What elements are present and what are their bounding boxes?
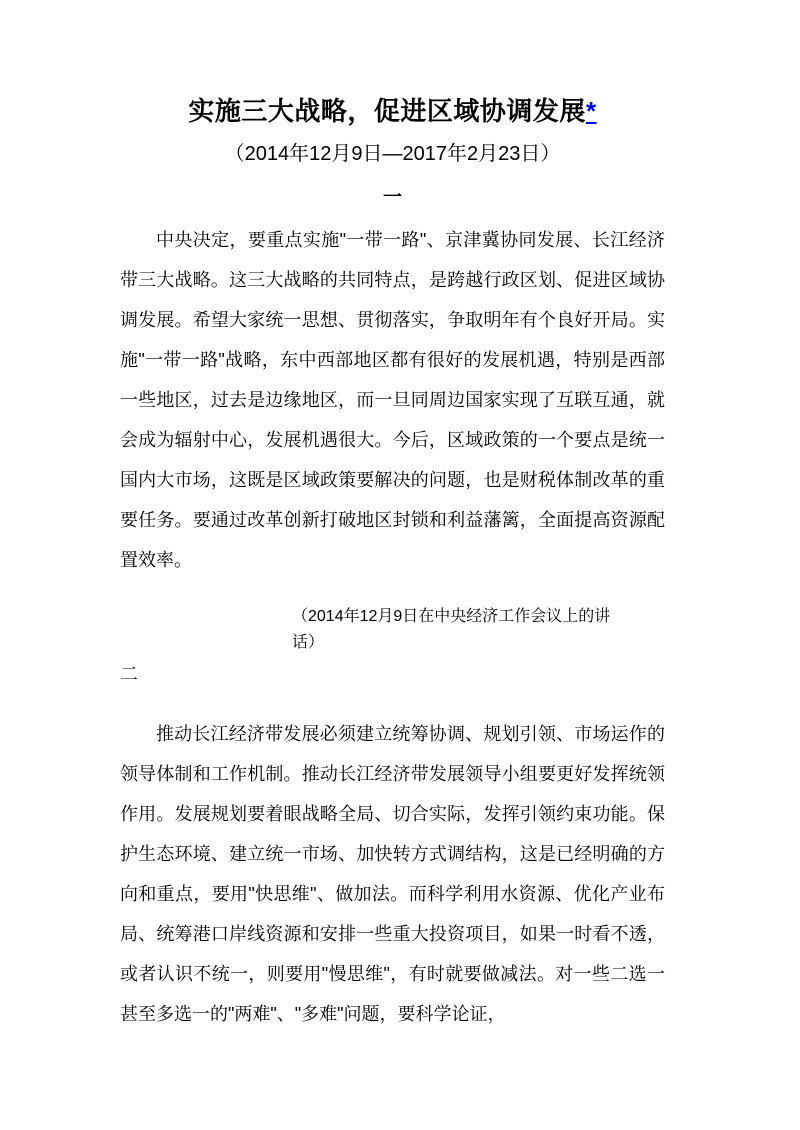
document-title bbox=[120, 94, 665, 128]
section-1-paragraph: 中央决定，要重点实施"一带一路"、京津冀协同发展、长江经济带三大战略。这三大战略的共同特点，是跨越行政区划、促进区域协调发展。希望大家统一思想、贯彻落实，争取明年有个良好开局。实施"一带一路"战略，东中西部地区都有很好的发展机遇，特别是西部一些地区，过去是边缘地区，而一旦同周边国家实现了互联互通，就会成为辐射中心，发展机遇很大。今后，区域政策的一个要点是统一国内大市场，这既是区域政策要解决的问题，也是财税体制改革的重要任务。要通过改革创新打破地区封锁和利益藩篱，全面提高资源配置效率。 bbox=[120, 230, 665, 570]
section-number-2: 二 bbox=[120, 664, 138, 684]
section-2-paragraph: 推动长江经济带发展必须建立统筹协调、规划引领、市场运作的领导体制和工作机制。推动长江经济带发展领导小组要更好发挥统领作用。发展规划要着眼战略全局、切合实际，发挥引领约束功能。保护生态环境、建立统一市场、加快转方式调结构，这是已经明确的方向和重点，要用"快思维"、做加法。而科学利用水资源、优化产业布局、统筹港口岸线资源和安排一些重大投资项目，如果一时看不透，或者认识不统一，则要用"慢思维"，有时就要做减法。对一些二选一甚至多选一的"两难"、"多难"问题，要科学论证， bbox=[120, 724, 665, 1024]
date-range: （2014年12月9日—2017年2月23日） bbox=[224, 143, 561, 165]
footnote-asterisk-link[interactable]: * bbox=[585, 96, 597, 126]
section-1-attribution: （2014年12月9日在中央经济工作会议上的讲话） bbox=[292, 608, 611, 651]
title-text: 实施三大战略，促进区域协调发展 bbox=[188, 96, 586, 126]
section-number-1: 一 bbox=[382, 187, 402, 208]
